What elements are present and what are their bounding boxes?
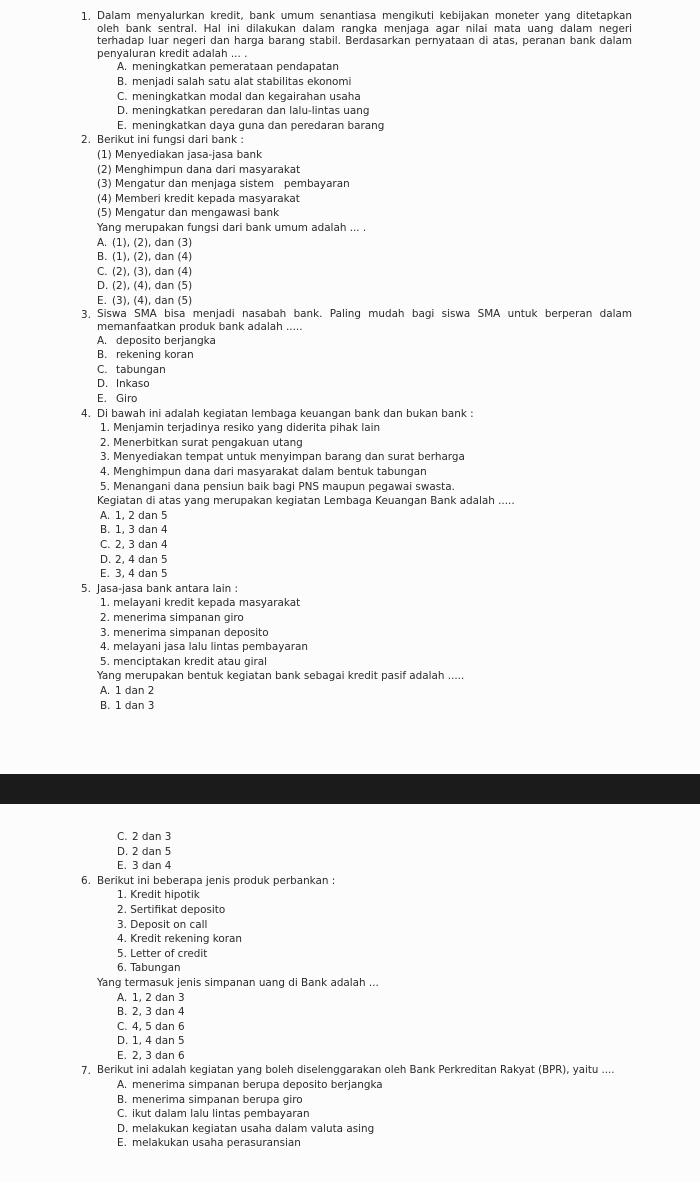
list-item: 4. Menghimpun dana dari masyarakat dalam bentuk tabungan (100, 466, 427, 478)
question-number: 1. (81, 11, 91, 23)
option: D. melakukan kegiatan usaha dalam valuta asing (117, 1122, 375, 1135)
option: C. meningkatkan modal dan kegairahan usaha (117, 90, 361, 103)
option: B. 2, 3 dan 4 (117, 1006, 185, 1019)
question-prompt: Kegiatan di atas yang merupakan kegiatan Lembaga Keuangan Bank adalah ..... (97, 495, 515, 508)
question-number: 6. (81, 874, 91, 887)
option: D. 2 dan 5 (117, 845, 172, 858)
list-item: 2. menerima simpanan giro (100, 611, 244, 624)
exam-page-2 (0, 804, 700, 1182)
question-number: 2. (81, 134, 91, 147)
option: B. menerima simpanan berupa giro (117, 1093, 303, 1106)
option: E. 3 dan 4 (117, 860, 172, 873)
question-5-continued (97, 830, 632, 874)
question-2 (81, 133, 632, 308)
question-number: 3. (81, 309, 91, 322)
question-stem: Berikut ini beberapa jenis produk perbankan : (97, 874, 336, 887)
option: E. (3), (4), dan (5) (97, 294, 193, 307)
question-7 (81, 1064, 632, 1152)
list-item: (3) Mengatur dan menjaga sistem pembayaran (97, 178, 350, 191)
list-item: 2. Sertifikat deposito (117, 903, 226, 916)
question-6 (81, 874, 632, 1064)
option: A. menerima simpanan berupa deposito berjangka (117, 1079, 383, 1092)
list-item: 1. melayani kredit kepada masyarakat (100, 597, 301, 610)
question-1 (81, 10, 632, 133)
question-3 (81, 308, 632, 406)
option: C. 4, 5 dan 6 (117, 1020, 185, 1033)
list-item: 3. Deposit on call (117, 918, 208, 931)
option: E. 2, 3 dan 6 (117, 1049, 185, 1062)
list-item: 5. menciptakan kredit atau giral (100, 655, 268, 668)
option: B. 1, 3 dan 4 (100, 524, 168, 537)
list-item: (2) Menghimpun dana dari masyarakat (97, 163, 301, 176)
option: E. melakukan usaha perasuransian (117, 1137, 301, 1150)
option: B. menjadi salah satu alat stabilitas ekonomi (117, 75, 352, 88)
list-item: 1. Menjamin terjadinya resiko yang diderita pihak lain (100, 422, 381, 435)
list-item: (5) Mengatur dan mengawasi bank (97, 207, 280, 220)
question-prompt: Yang termasuk jenis simpanan uang di Bank adalah ... (97, 976, 379, 989)
list-item: 4. melayani jasa lalu lintas pembayaran (100, 641, 308, 654)
list-item: 6. Tabungan (117, 962, 181, 975)
option: E. Giro (97, 393, 138, 406)
question-number: 4. (81, 407, 91, 420)
list-item: 4. Kredit rekening koran (117, 933, 242, 946)
question-number: 7. (81, 1064, 91, 1077)
list-item: (1) Menyediakan jasa-jasa bank (97, 148, 263, 161)
option: D. Inkaso (97, 378, 150, 391)
option: A. deposito berjangka (97, 334, 216, 347)
option: C. tabungan (97, 363, 166, 376)
list-item: 5. Letter of credit (117, 947, 208, 960)
option: C. (2), (3), dan (4) (97, 265, 193, 278)
list-item: 5. Menangani dana pensiun baik bagi PNS maupun pegawai swasta. (100, 480, 455, 493)
question-4 (81, 407, 632, 582)
option: C. 2 dan 3 (117, 831, 172, 843)
option: E. meningkatkan daya guna dan peredaran barang (117, 119, 385, 132)
option: A. 1, 2 dan 3 (117, 991, 185, 1004)
question-stem: Jasa-jasa bank antara lain : (97, 582, 239, 595)
option: A. 1 dan 2 (100, 684, 155, 697)
question-5 (81, 582, 632, 713)
list-item: (4) Memberi kredit kepada masyarakat (97, 192, 300, 205)
question-stem: Berikut ini fungsi dari bank : (97, 134, 244, 147)
option: C. ikut dalam lalu lintas pembayaran (117, 1108, 310, 1121)
option: A. (1), (2), dan (3) (97, 236, 193, 249)
option: B. rekening koran (97, 349, 194, 362)
question-stem: Dalam menyalurkan kredit, bank umum senantiasa mengikuti kebijakan moneter yang ditetapkan oleh bank sentral. Hal ini dilakukan dalam rangka menjaga agar nilai mata uang dalam negeri terhadap luar negeri dan harga barang stabil. Berdasarkan pernyataan di atas, peranan bank dalam penyaluran kredit adalah ... . (97, 10, 632, 60)
question-number: 5. (81, 582, 91, 595)
option: D. (2), (4), dan (5) (97, 280, 193, 293)
question-prompt: Yang merupakan bentuk kegiatan bank sebagai kredit pasif adalah ..... (97, 670, 465, 683)
question-prompt: Yang merupakan fungsi dari bank umum adalah ... . (97, 221, 367, 234)
question-stem: Berikut ini adalah kegiatan yang boleh diselenggarakan oleh Bank Perkreditan Rakyat (BPR), yaitu .... (97, 1064, 615, 1076)
list-item: 1. Kredit hipotik (117, 889, 200, 902)
question-stem: Siswa SMA bisa menjadi nasabah bank. Paling mudah bagi siswa SMA untuk berperan dalam memanfaatkan produk bank adalah ..... (97, 308, 632, 334)
option: A. 1, 2 dan 5 (100, 509, 168, 522)
option: D. meningkatkan peredaran dan lalu-lintas uang (117, 105, 370, 118)
list-item: 2. Menerbitkan surat pengakuan utang (100, 436, 303, 449)
option: A. meningkatkan pemerataan pendapatan (117, 61, 339, 74)
option: D. 2, 4 dan 5 (100, 553, 168, 566)
list-item: 3. menerima simpanan deposito (100, 626, 269, 639)
question-stem: Di bawah ini adalah kegiatan lembaga keuangan bank dan bukan bank : (97, 407, 474, 420)
list-item: 3. Menyediakan tempat untuk menyimpan barang dan surat berharga (100, 451, 465, 464)
option: B. 1 dan 3 (100, 699, 155, 712)
option: B. (1), (2), dan (4) (97, 251, 193, 264)
option: E. 3, 4 dan 5 (100, 568, 168, 581)
option: C. 2, 3 dan 4 (100, 538, 168, 551)
page-separator (0, 774, 700, 804)
option: D. 1, 4 dan 5 (117, 1035, 185, 1048)
